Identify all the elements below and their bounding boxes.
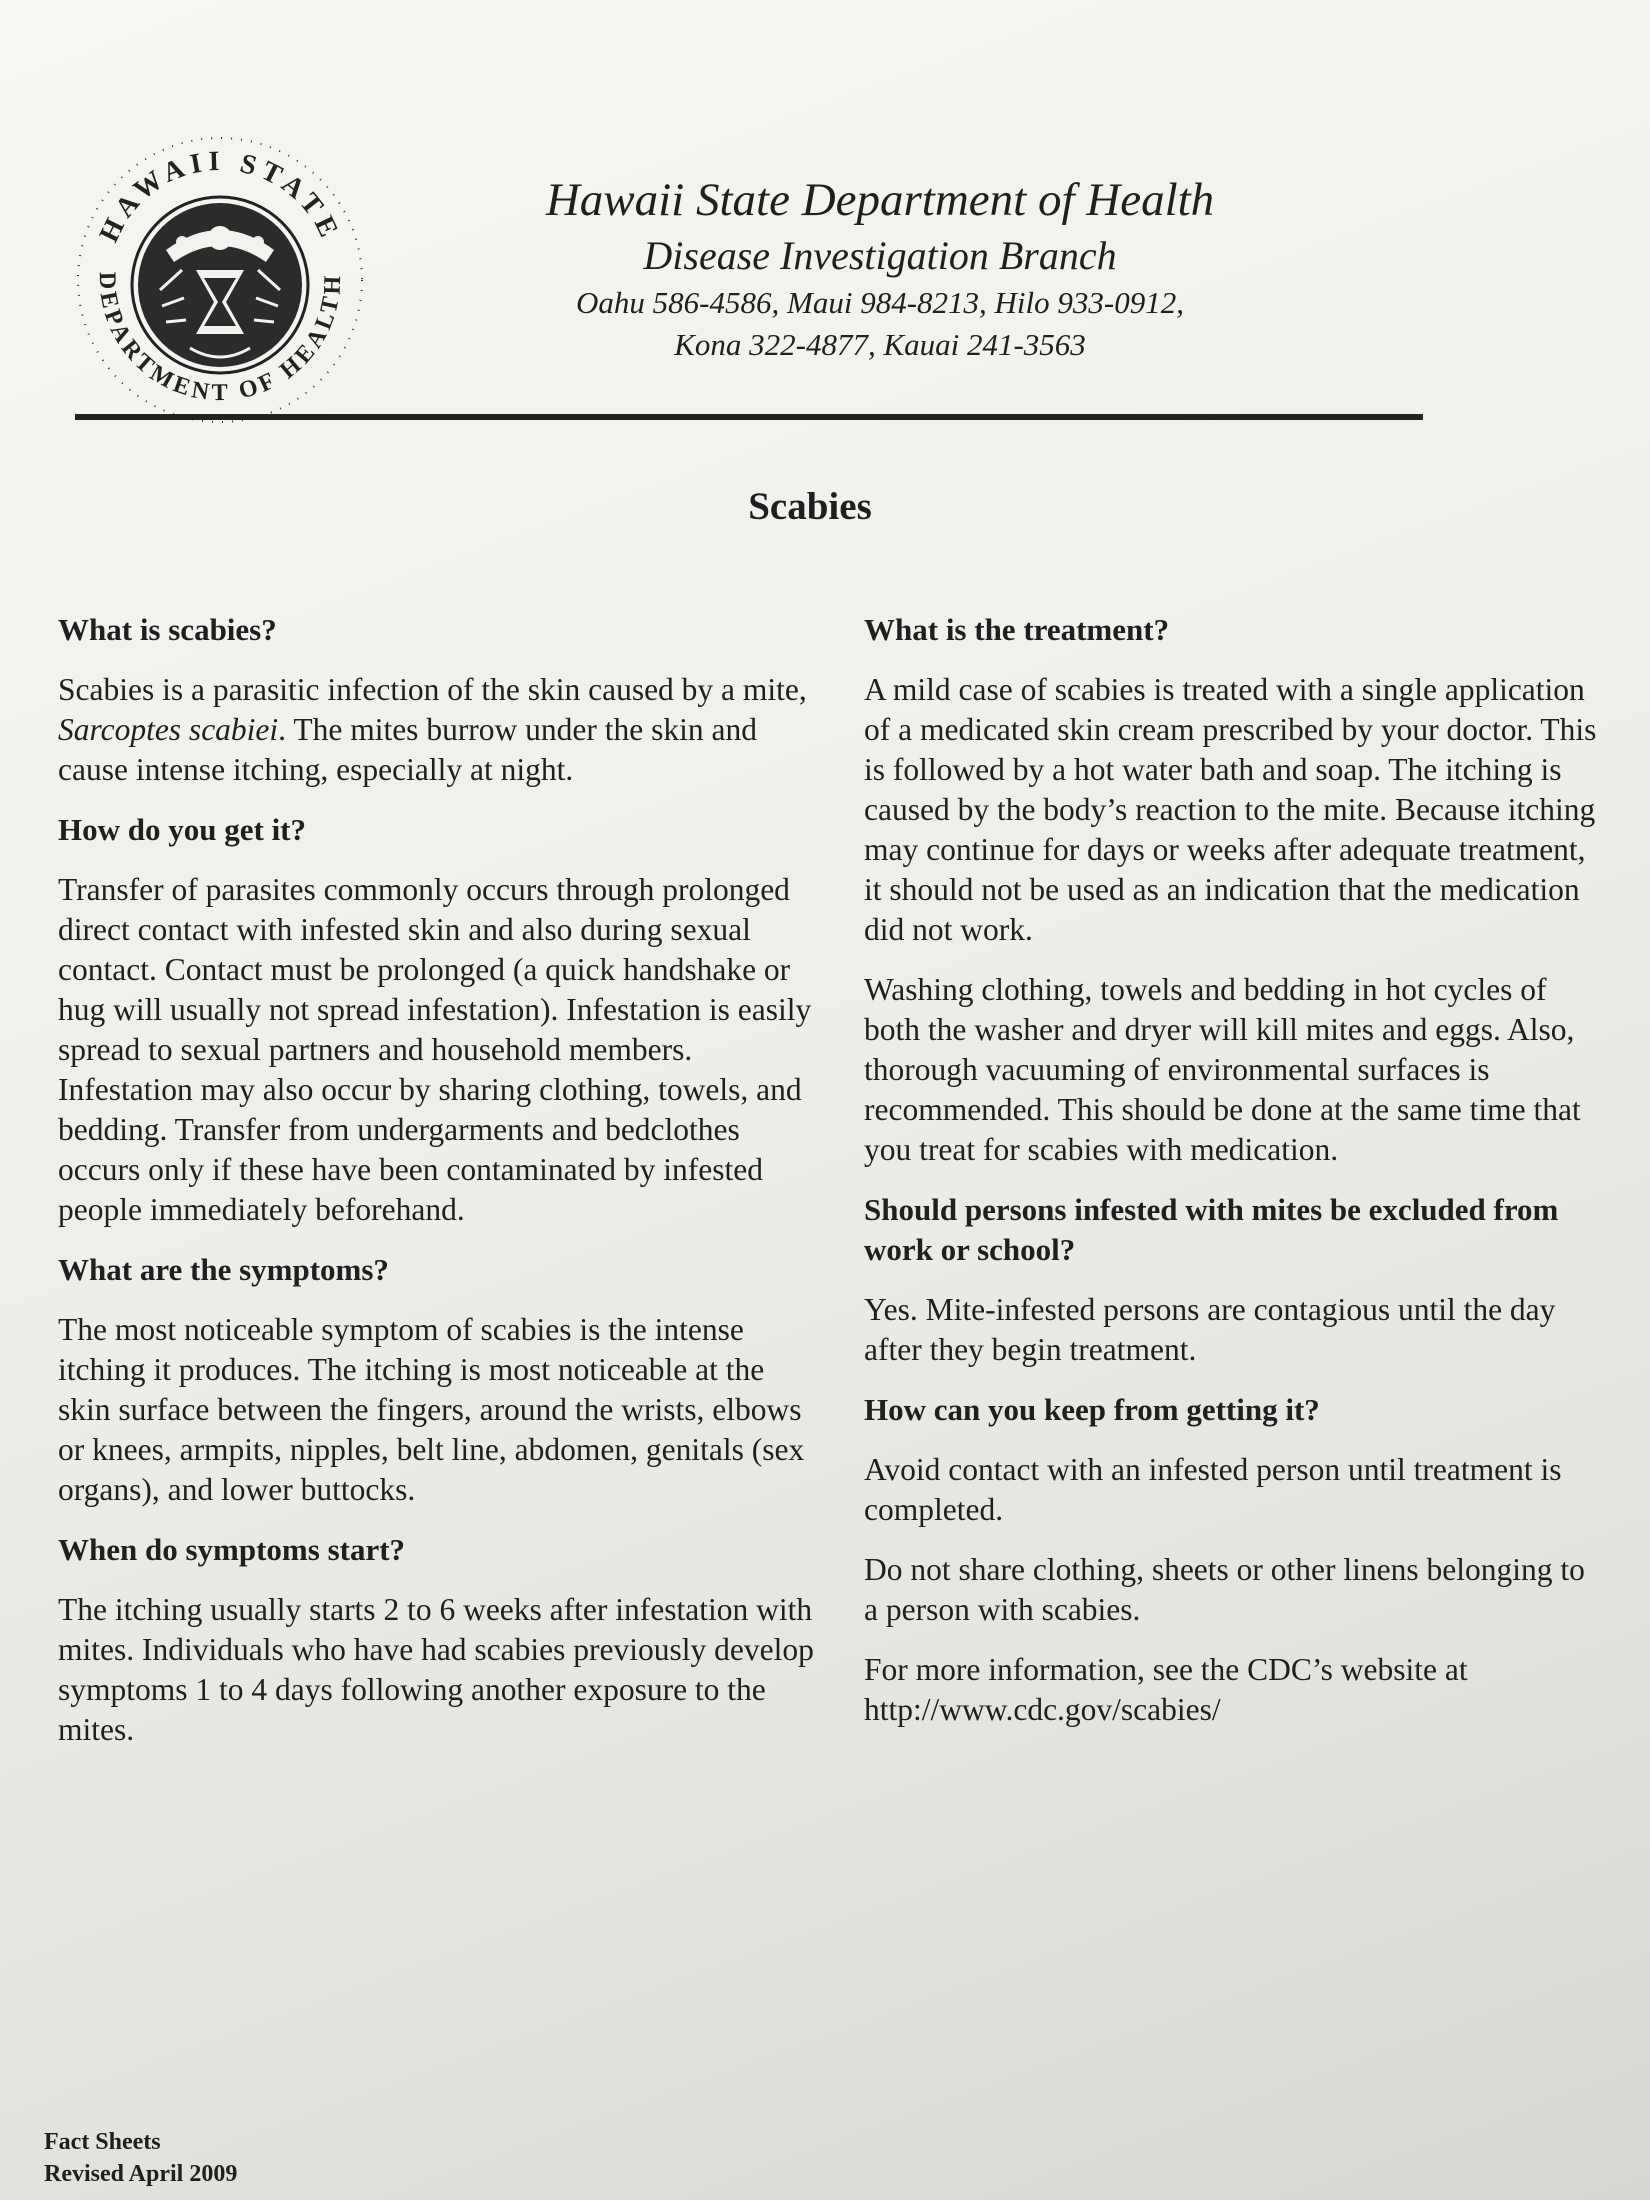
species-name: Sarcoptes scabiei xyxy=(58,712,279,747)
phone-numbers-line-1: Oahu 586-4586, Maui 984-8213, Hilo 933-0912, xyxy=(576,285,1184,320)
question-treatment: What is the treatment? xyxy=(864,612,1170,647)
question-symptoms: What are the symptoms? xyxy=(58,1252,389,1287)
question-exclusion: Should persons infested with mites be excluded from work or school? xyxy=(864,1192,1559,1267)
question-prevention: How can you keep from getting it? xyxy=(864,1392,1320,1427)
answer-how-do-you-get-it: Transfer of parasites commonly occurs through prolonged direct contact with infested skin and also during sexual contact. Contact must be prolonged (a quick handshake or hug will usually not spread infestation). Infestation is easily spread to sexual partners and household members. Infestation may also occur by sharing clothing, towels, and bedding. Transfer from undergarments and bedclothes occurs only if these have been contaminated by infested people immediately beforehand. xyxy=(58,872,812,1227)
cdc-link[interactable]: http://www.cdc.gov/scabies/ xyxy=(864,1692,1221,1727)
left-column xyxy=(58,610,818,1770)
more-info-text: For more information, see the CDC’s website at xyxy=(864,1652,1468,1687)
answer-prevention: Avoid contact with an infested person until treatment is completed. xyxy=(864,1452,1562,1527)
answer-symptoms: The most noticeable symptom of scabies is the intense itching it produces. The itching is most noticeable at the skin surface between the fingers, around the wrists, elbows or knees, armpits, nipples, belt line, abdomen, genitals (sex organs), and lower buttocks. xyxy=(58,1312,805,1507)
question-when-symptoms-start: When do symptoms start? xyxy=(58,1532,406,1567)
letterhead xyxy=(440,170,1320,366)
question-what-is-scabies: What is scabies? xyxy=(58,612,277,647)
answer-washing: Washing clothing, towels and bedding in hot cycles of both the washer and dryer will kill mites and eggs. Also, thorough vacuuming of environmental surfaces is recommended. This should be done at the same time that you treat for scabies with medication. xyxy=(864,972,1581,1167)
answer-no-sharing: Do not share clothing, sheets or other linens belonging to a person with scabies. xyxy=(864,1552,1585,1627)
answer-exclusion: Yes. Mite-infested persons are contagious until the day after they begin treatment. xyxy=(864,1292,1556,1367)
answer-text: Scabies is a parasitic infection of the skin caused by a mite, xyxy=(58,672,807,707)
footer-revised-date: Revised April 2009 xyxy=(44,2161,238,2187)
seal-bottom-text: DEPARTMENT OF HEALTH xyxy=(93,271,347,407)
answer-treatment: A mild case of scabies is treated with a single application of a medicated skin cream prescribed by your doctor. This is followed by a hot water bath and soap. The itching is caused by the body’s reaction to the mite. Because itching may continue for days or weeks after adequate treatment, it should not be used as an indication that the medication did not work. xyxy=(864,672,1597,947)
page-title: Scabies xyxy=(748,485,872,528)
right-column xyxy=(864,610,1604,1730)
header-divider xyxy=(75,414,1423,420)
question-how-do-you-get-it: How do you get it? xyxy=(58,812,306,847)
seal-top-text: HAWAII STATE xyxy=(93,145,347,248)
footer xyxy=(44,2126,237,2190)
branch-name: Disease Investigation Branch xyxy=(643,233,1117,278)
answer-when-symptoms-start: The itching usually starts 2 to 6 weeks after infestation with mites. Individuals who have had scabies previously develop symptoms 1 to 4 days following another exposure to the mites. xyxy=(58,1592,814,1747)
answer-text: . The mites burrow under the skin and cause intense itching, especially at night. xyxy=(58,712,757,787)
department-of-health-seal xyxy=(70,130,370,430)
answer-what-is-scabies xyxy=(58,670,818,790)
phone-numbers-line-2: Kona 322-4877, Kauai 241-3563 xyxy=(674,327,1086,362)
department-name: Hawaii State Department of Health xyxy=(545,174,1215,226)
footer-fact-sheets: Fact Sheets xyxy=(44,2129,161,2155)
